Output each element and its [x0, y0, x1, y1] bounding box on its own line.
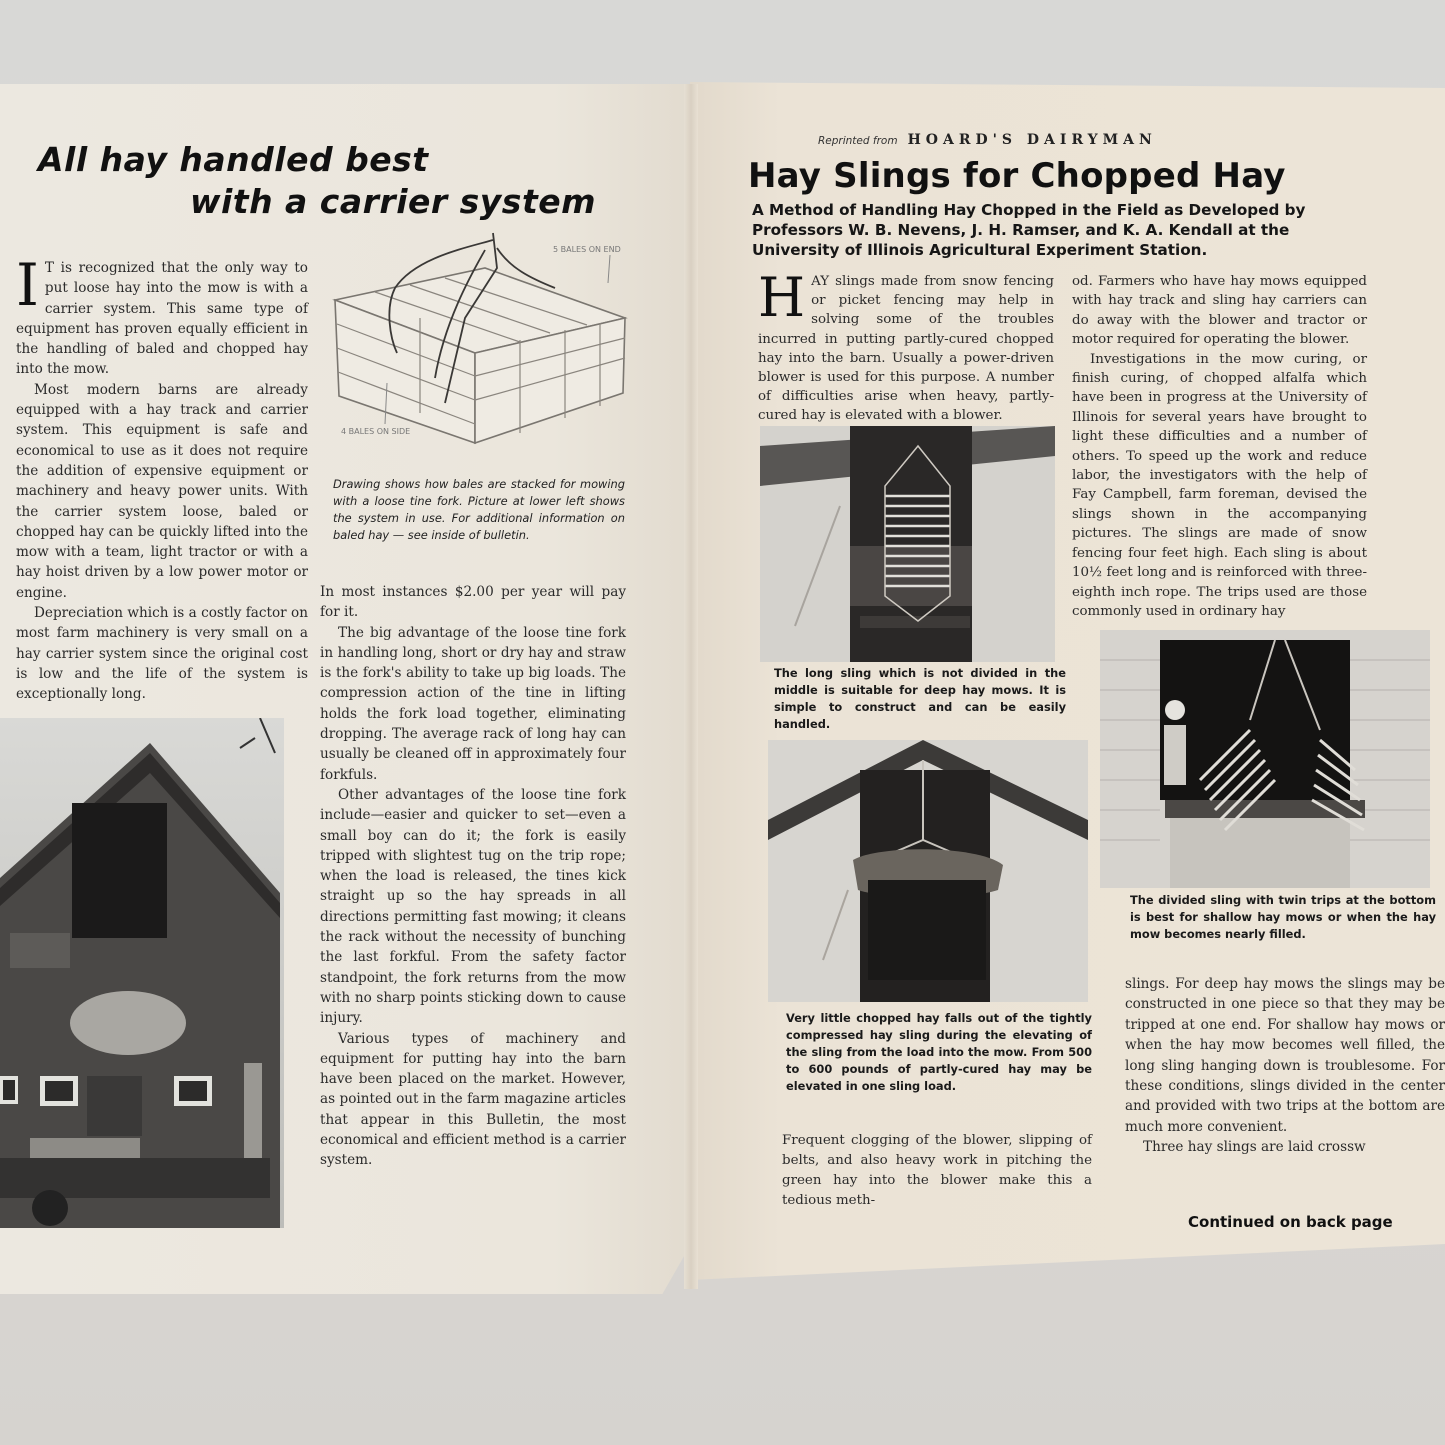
- continued-on-back-page: Continued on back page: [1188, 1213, 1393, 1231]
- paragraph: Frequent clogging of the blower, slipping of belts, and also heavy work in pitching the green hay into the blower make this a tedious meth-: [782, 1133, 1092, 1208]
- paragraph: Various types of machinery and equipment for putting hay into the barn have been placed on the market. However, as pointed out in the farm magazine articles that appear in this Bulletin, the most economical and efficient method is a carrier system.: [320, 1030, 626, 1169]
- right-column-2-continued: [1125, 974, 1445, 1158]
- left-column-1: [16, 251, 308, 705]
- divided-sling-photo-image: [1100, 630, 1430, 888]
- svg-text:5 BALES ON END: 5 BALES ON END: [553, 245, 621, 254]
- divided-sling-caption: The divided sling with twin trips at the bottom is best for shallow hay mows or when the hay mow becomes nearly filled.: [1130, 893, 1436, 941]
- reprint-prefix: Reprinted from: [818, 135, 898, 147]
- dropcap-i: I: [16, 251, 39, 319]
- paragraph: AY slings made from snow fencing or picket fencing may help in solving some of the troubles incurred in putting partly-cured chopped hay into the barn. Usually a power-driven blower is used for this purpose. A number of difficulties arise when heavy, partly-cured hay is elevated with a blower.: [758, 274, 1054, 424]
- paragraph: od. Farmers who have hay mows equipped with hay track and sling hay carriers can do away with the blower and tractor or motor required for operating the blower.: [1072, 274, 1367, 348]
- bale-stack-drawing: [325, 228, 630, 463]
- booklet-spine: [684, 84, 698, 1289]
- paragraph: Most modern barns are already equipped with a hay track and carrier system. This equipment is safe and economical to use as it does not require the addition of expensive equipment or machinery and heavy power units. With the carrier system loose, baled or chopped hay can be quickly lifted into the mow with a team, light tractor or with a hay hoist driven by a low power motor or engine.: [16, 381, 308, 601]
- left-title-line1: All hay handled best: [38, 140, 429, 179]
- left-column-2: [320, 582, 626, 1171]
- elevated-sling-photo-image: [768, 740, 1088, 1002]
- long-sling-photo: [760, 426, 1055, 662]
- long-sling-photo-image: [760, 426, 1055, 662]
- svg-text:4 BALES ON SIDE: 4 BALES ON SIDE: [341, 427, 411, 436]
- paragraph: The big advantage of the loose tine fork in handling long, short or dry hay and straw is the fork's ability to take up big loads. The compression action of the tine in lifting holds the fork load together, eliminating dropping. The average rack of long hay can usually be cleaned off in approximately four forkfuls.: [320, 624, 626, 783]
- reprint-source: [818, 132, 1157, 148]
- paragraph: Three hay slings are laid crossw: [1143, 1139, 1366, 1156]
- paragraph: Other advantages of the loose tine fork include—easier and quicker to set—even a small boy can do it; the fork is easily tripped with slightest tug on the trip rope; when the load is released, the tines kick straight up so the hay spreads in all directions permitting fast mowing; it cleans the rack without the necessity of bunching the last forkful. From the safety factor standpoint, the fork returns from the mow with no sharp points sticking down to cause injury.: [320, 786, 626, 1027]
- paragraph: In most instances $2.00 per year will pay for it.: [320, 584, 626, 621]
- elevated-sling-caption: Very little chopped hay falls out of the tightly compressed hay sling during the elevating of the sling from the load into the mow. From 500 to 600 pounds of partly-cured hay may be elevated in one sling load.: [786, 1011, 1092, 1093]
- paragraph: Investigations in the mow curing, or finish curing, of chopped alfalfa which have been in progress at the University of Illinois for several years have brought to light these difficulties and a number of others. To speed up the work and reduce labor, the investigators with the help of Fay Campbell, farm foreman, devised the slings shown in the accompanying pictures. The slings are made of snow fencing four feet high. Each sling is about 10½ feet long and is reinforced with three-eighth inch rope. The trips used are those commonly used in ordinary hay: [1072, 351, 1367, 619]
- dropcap-h: H: [758, 266, 806, 329]
- long-sling-caption: The long sling which is not divided in the middle is suitable for deep hay mows. It is simple to construct and can be easily handled.: [774, 666, 1066, 731]
- barn-photo-image: [0, 718, 284, 1228]
- divided-sling-photo: [1100, 630, 1430, 888]
- elevated-sling-photo: [768, 740, 1088, 1002]
- right-column-1-continued: [782, 1131, 1092, 1211]
- right-column-2: [1072, 272, 1367, 621]
- article-subtitle: A Method of Handling Hay Chopped in the Field as Developed by Professors W. B. Nevens, J. H. Ramser, and K. A. Kendall at the University of Illinois Agricultural Experiment Station.: [752, 201, 1306, 259]
- drawing-caption: Drawing shows how bales are stacked for mowing with a loose tine fork. Picture at lower left shows the system in use. For additional information on baled hay — see inside of bulletin.: [333, 477, 625, 542]
- right-column-1-intro: [758, 266, 1054, 426]
- paragraph: T is recognized that the only way to put loose hay into the mow is with a carrier system. This same type of equipment has proven equally efficient in the handling of baled and chopped hay into the mow.: [16, 260, 308, 378]
- left-title-line2: with a carrier system: [190, 182, 596, 221]
- article-title: Hay Slings for Chopped Hay: [748, 156, 1286, 196]
- hay-bales-illustration-icon: [325, 228, 630, 463]
- paragraph: slings. For deep hay mows the slings may be constructed in one piece so that they may be tripped at one end. For shallow hay mows or when the hay mow becomes well filled, the long sling hanging down is troublesome. For these conditions, slings divided in the center and provided with two trips at the bottom are much more convenient.: [1125, 976, 1445, 1135]
- paragraph: Depreciation which is a costly factor on most farm machinery is very small on a hay carrier system since the original cost is low and the life of the system is exceptionally long.: [16, 605, 308, 703]
- barn-photo: [0, 718, 284, 1228]
- magazine-name: HOARD'S DAIRYMAN: [907, 132, 1157, 148]
